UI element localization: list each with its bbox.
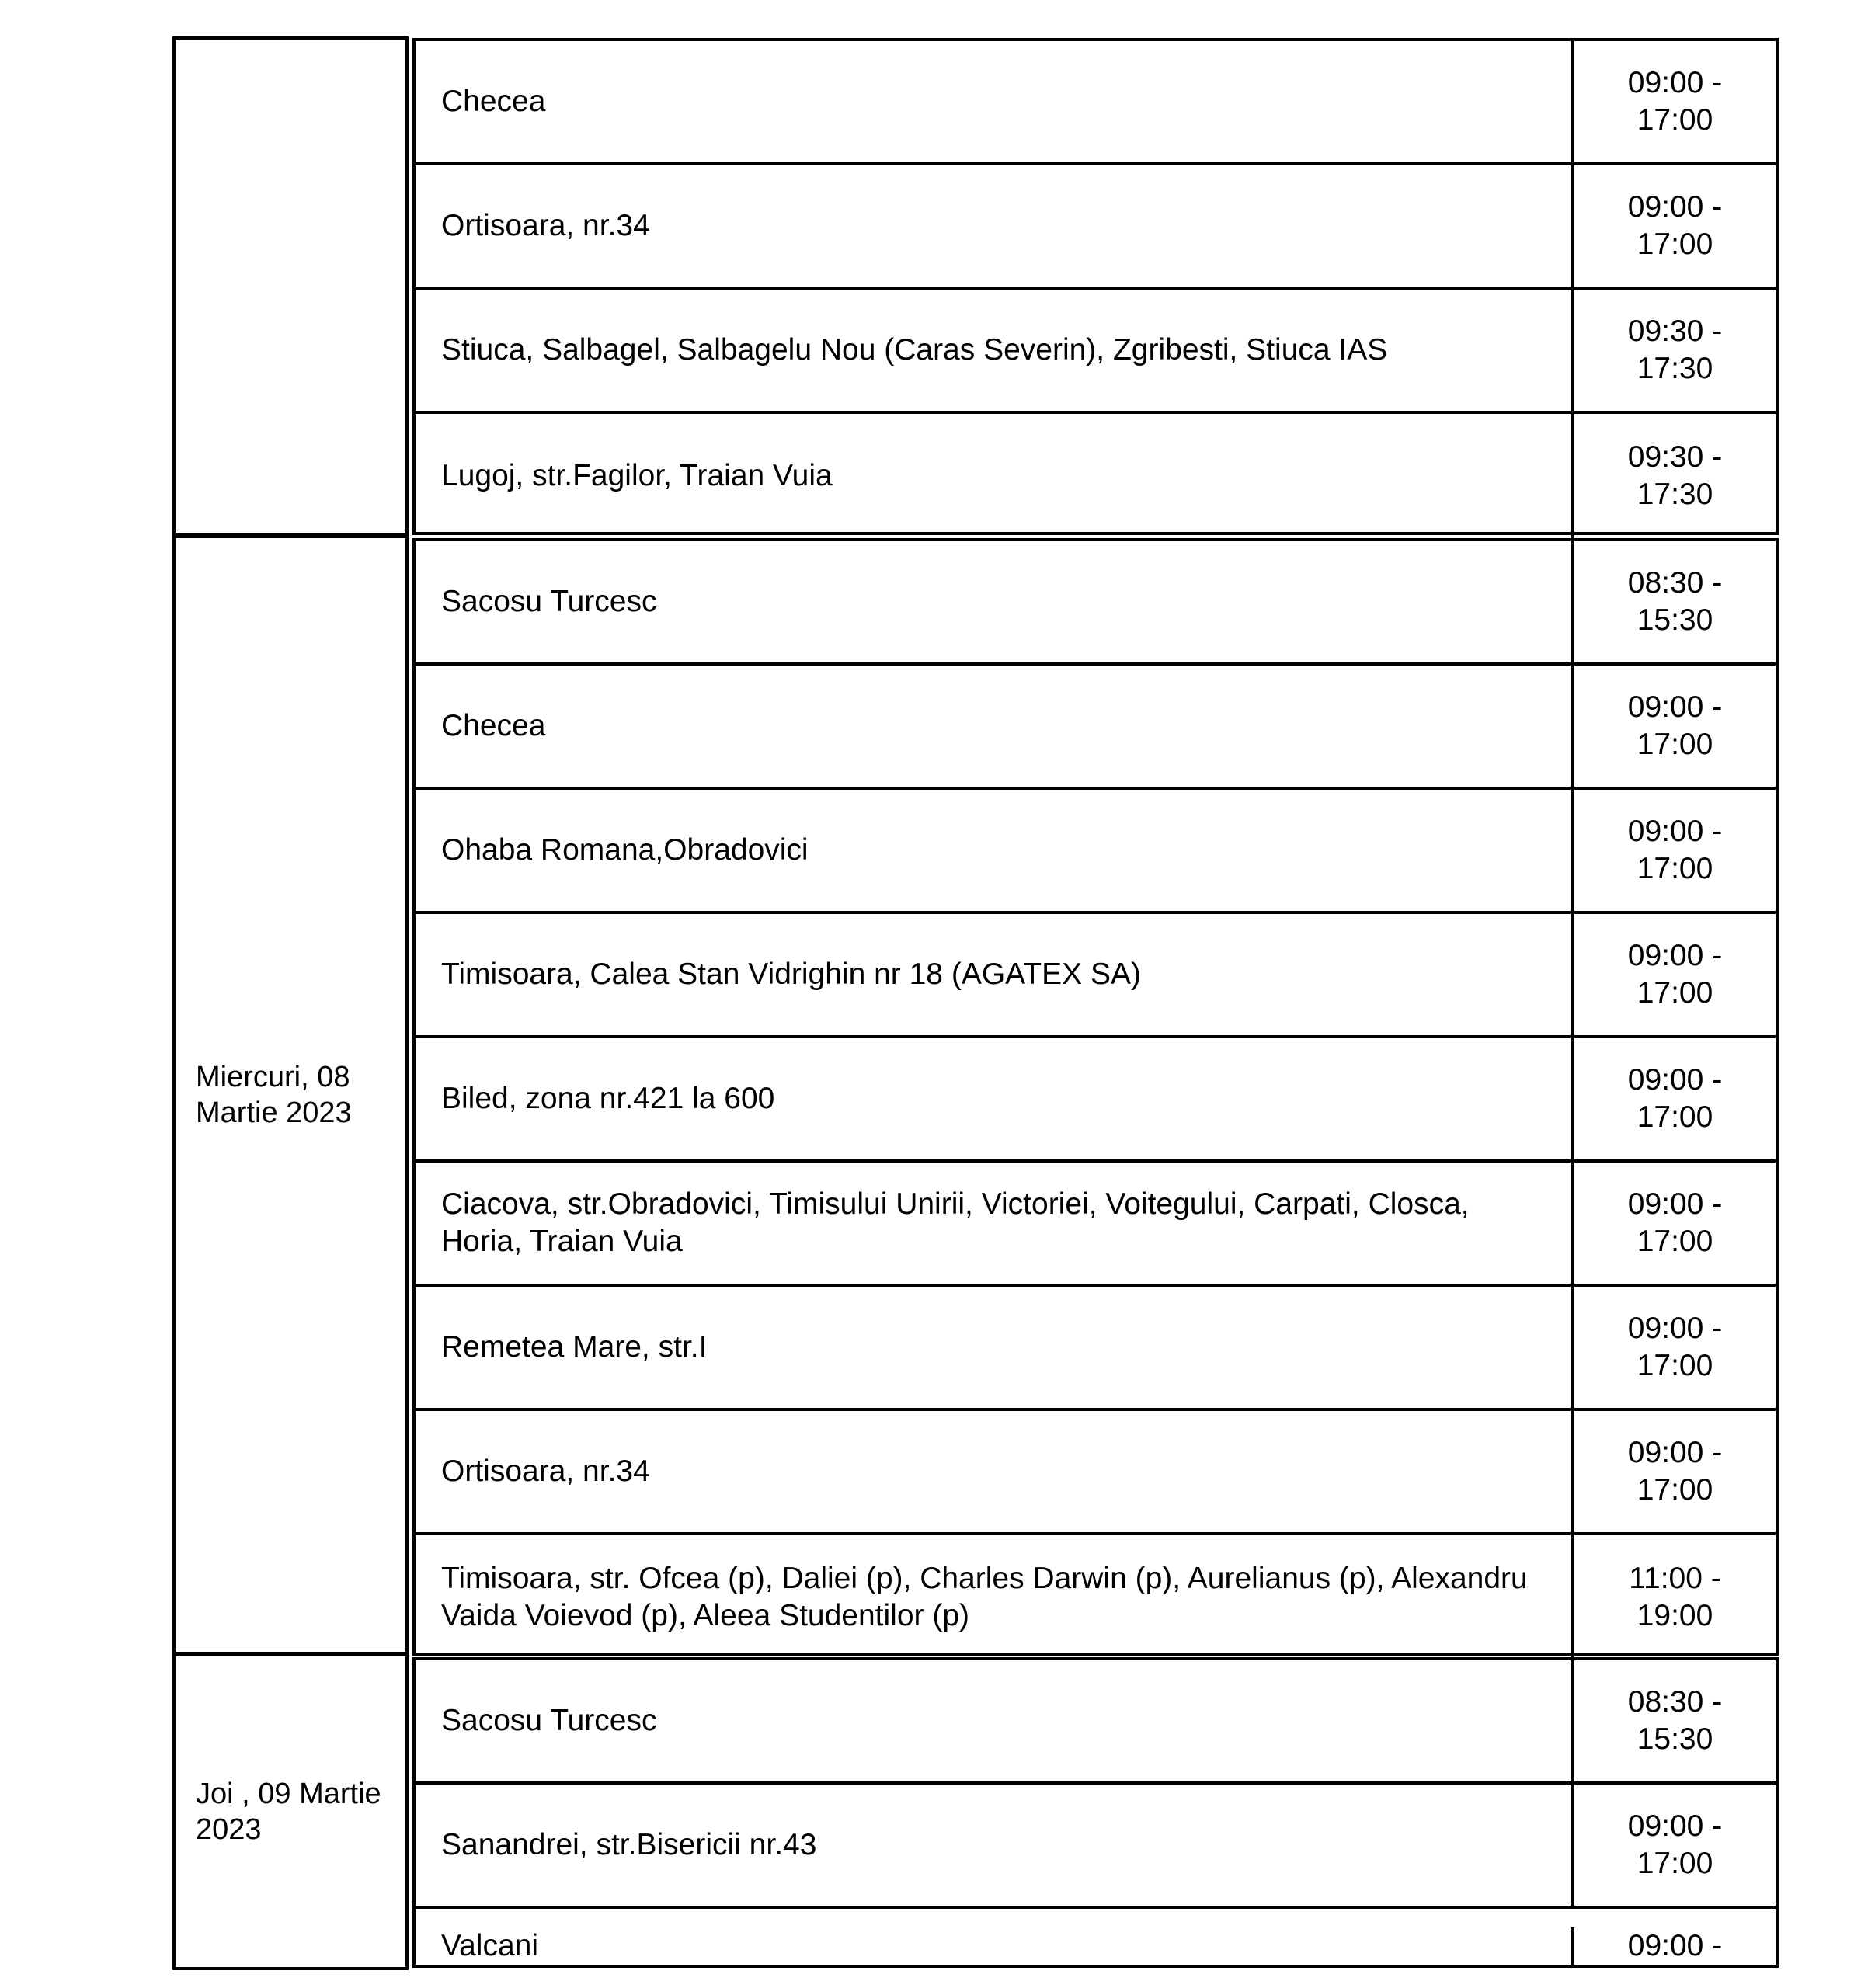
location-cell: Sacosu Turcesc	[416, 541, 1574, 662]
time-cell: 11:00 - 19:00	[1629, 1562, 1721, 1632]
location-cell: Ohaba Romana,Obradovici	[416, 790, 1574, 911]
location-cell: Checea	[416, 41, 1574, 162]
location-cell: Lugoj, str.Fagilor, Traian Vuia	[416, 414, 1574, 538]
table-row	[416, 1660, 1776, 1785]
time-cell: 09:00 - 17:00	[1627, 815, 1723, 885]
table-row	[416, 1411, 1776, 1535]
table-row	[416, 1163, 1776, 1287]
location-cell: Sacosu Turcesc	[416, 1660, 1574, 1781]
location-cell: Remetea Mare, str.I	[416, 1287, 1574, 1408]
location-cell: Ortisoara, nr.34	[416, 165, 1574, 287]
time-cell: 09:00 - 17:00	[1627, 1312, 1723, 1382]
location-cell: Ortisoara, nr.34	[416, 1411, 1574, 1532]
day-cell	[172, 535, 409, 1655]
table-row	[416, 1287, 1776, 1411]
time-cell: 09:00 - 17:00	[1627, 1436, 1723, 1507]
time-cell: 09:00 - 17:00	[1627, 1187, 1723, 1258]
time-cell: 08:30 - 15:30	[1627, 566, 1723, 637]
schedule-group	[412, 38, 1779, 535]
location-cell: Ciacova, str.Obradovici, Timisului Unirii, Victoriei, Voitegului, Carpati, Closca, Horia, Traian Vuia	[416, 1163, 1574, 1284]
table-row	[416, 1038, 1776, 1163]
schedule-group	[412, 1657, 1779, 1968]
table-row	[416, 41, 1776, 165]
table-row	[416, 790, 1776, 914]
time-cell: 09:30 - 17:30	[1627, 315, 1723, 385]
table-row	[416, 666, 1776, 790]
day-label: Miercuri, 08 Martie 2023	[196, 1061, 352, 1129]
schedule-group	[412, 538, 1779, 1656]
day-cell	[172, 36, 409, 536]
time-cell: 09:00 - 17:00	[1627, 190, 1723, 261]
location-cell: Stiuca, Salbagel, Salbagelu Nou (Caras Severin), Zgribesti, Stiuca IAS	[416, 290, 1574, 411]
time-cell: 09:00 - 17:00	[1627, 690, 1723, 761]
location-cell: Timisoara, str. Ofcea (p), Daliei (p), Charles Darwin (p), Aurelianus (p), Alexandru Vaida Voievod (p), Aleea Studentilor (p)	[416, 1535, 1574, 1660]
time-cell: 08:30 - 15:30	[1627, 1685, 1723, 1756]
time-cell: 09:00 -	[1627, 1929, 1723, 1962]
day-cell	[172, 1653, 409, 1970]
table-row	[416, 165, 1776, 290]
location-cell: Biled, zona nr.421 la 600	[416, 1038, 1574, 1159]
location-cell: Checea	[416, 666, 1574, 787]
location-cell: Sanandrei, str.Bisericii nr.43	[416, 1785, 1574, 1906]
time-cell: 09:30 - 17:30	[1627, 440, 1723, 511]
table-row	[416, 541, 1776, 666]
time-cell: 09:00 - 17:00	[1627, 1063, 1723, 1134]
table-row	[416, 290, 1776, 414]
location-cell: Timisoara, Calea Stan Vidrighin nr 18 (AGATEX SA)	[416, 914, 1574, 1035]
table-row	[416, 914, 1776, 1038]
time-cell: 09:00 - 17:00	[1627, 66, 1723, 137]
table-row	[416, 1909, 1776, 1965]
day-label: Joi , 09 Martie 2023	[196, 1778, 381, 1846]
table-row	[416, 1785, 1776, 1909]
table-row	[416, 1535, 1776, 1660]
time-cell: 09:00 - 17:00	[1627, 939, 1723, 1010]
table-row	[416, 414, 1776, 538]
location-cell: Valcani	[416, 1927, 1574, 1965]
time-cell: 09:00 - 17:00	[1627, 1809, 1723, 1880]
